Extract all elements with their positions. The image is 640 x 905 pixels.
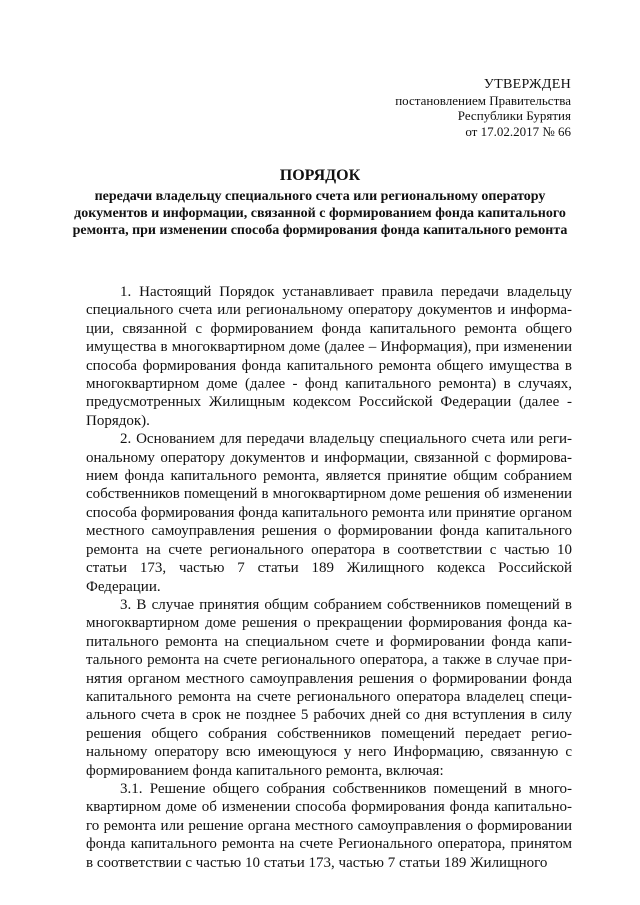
paragraph-3-1: 3.1. Решение общего собрания собственников помещений в многоквартирном доме об изменении способа формирования фонда капитального ремонта или решение органа местного самоуправления о формировании фонда капитального ремонта на счете Регионального оператора, принятом в соответствии с частью 10 статьи 173, частью 7 статьи 189 Жилищного [86, 780, 572, 871]
approval-stamp [395, 77, 571, 139]
document-title: ПОРЯДОК [279, 167, 361, 184]
approval-heading: УТВЕРЖДЕН [483, 77, 571, 92]
approval-line-1: постановлением Правительства [395, 92, 571, 108]
approval-line-2: Республики Бурятия [457, 108, 571, 123]
approval-line-3: от 17.02.2017 № 66 [465, 123, 571, 139]
paragraph-2: 2. Основанием для передачи владельцу специального счета или региональному оператору документов и информации, связанной с формированием фонда капитального ремонта, является принятие общим собранием собственников помещений в многоквартирном доме решения об изменении способа формирования фонда капитального ремонта или принятие органом местного самоуправления решения о формировании фонда капитального ремонта на счете регионального оператора в соответствии с частью 10 статьи 173, частью 7 статьи 189 Жилищного кодекса Российской Федерации. [86, 431, 572, 595]
document-title-block [70, 166, 570, 239]
document-subtitle: передачи владельцу специального счета или региональному оператору документов и информации, связанной с формированием фонда капитального ремонта, при изменении способа формирования фонда капитального ремонта [72, 189, 568, 238]
document-body [86, 283, 572, 872]
paragraph-3: 3. В случае принятия общим собранием собственников помещений в многоквартирном доме решения о прекращении формирования фонда капитального ремонта на специальном счете и формировании фонда капитального ремонта на счете регионального оператора, а также в случае принятия органом местного самоуправления решения о формировании фонда капитального ремонта на счете регионального оператора владелец специального счета в срок не позднее 5 рабочих дней со дня вступления в силу решения общего собрания собственников помещений передает региональному оператору всю имеющуюся у него Информацию, связанную с формированием фонда капитального ремонта, включая: [86, 596, 572, 779]
paragraph-1: 1. Настоящий Порядок устанавливает правила передачи владельцу специального счета или региональному оператору документов и информации, связанной с формированием фонда капитального ремонта общего имущества в многоквартирном доме (далее – Информация), при изменении способа формирования фонда капитального ремонта общего имущества в многоквартирном доме (далее - фонд капитального ремонта) в случаях, предусмотренных Жилищным кодексом Российской Федерации (далее - Порядок). [86, 284, 572, 429]
